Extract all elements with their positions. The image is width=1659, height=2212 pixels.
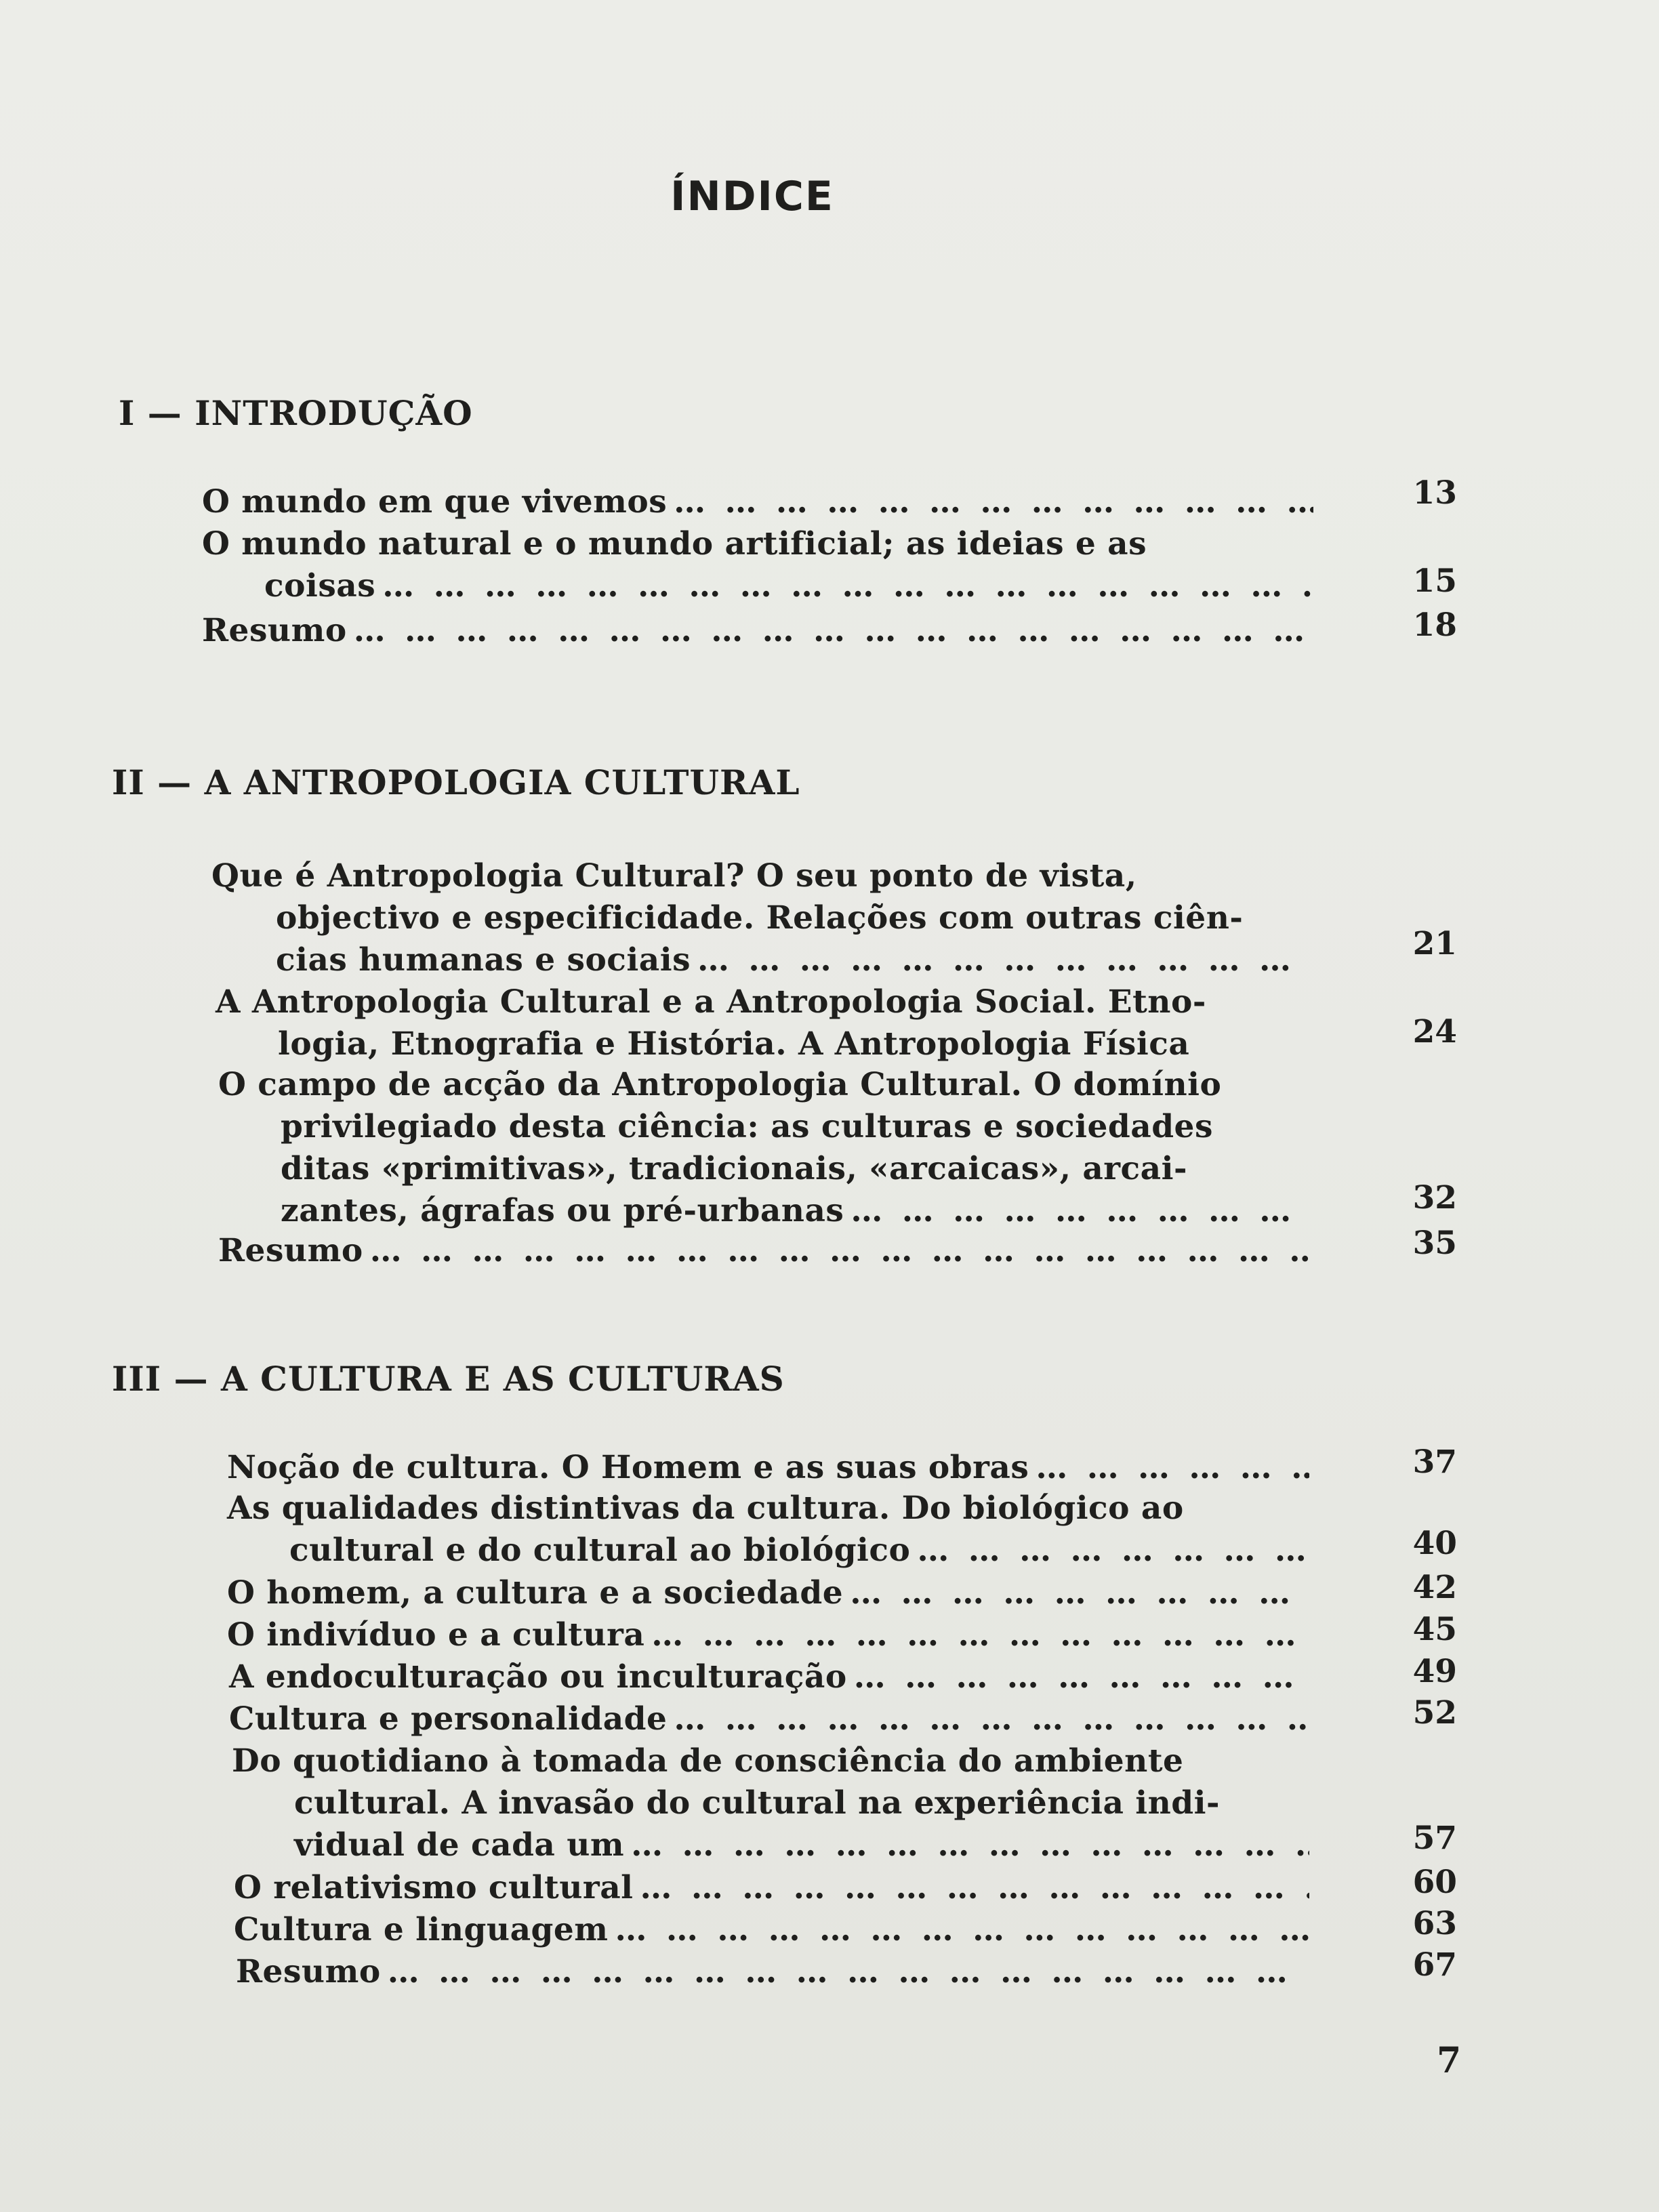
toc-entry-text: Resumo bbox=[202, 612, 347, 649]
toc-entry bbox=[216, 981, 1309, 1065]
toc-entry-text: cultural. A invasão do cultural na experiência indi- bbox=[294, 1784, 1221, 1822]
toc-entry bbox=[227, 1447, 1309, 1489]
toc-entry-text: O mundo natural e o mundo artificial; as ideias e as bbox=[202, 525, 1147, 562]
leader-dots bbox=[697, 939, 1309, 981]
toc-entry-text: O homem, a cultura e a sociedade bbox=[227, 1574, 844, 1612]
toc-page-number: 35 bbox=[1412, 1225, 1457, 1262]
toc-page-number: 45 bbox=[1412, 1611, 1457, 1648]
toc-entry-text: O mundo em que vivemos bbox=[202, 483, 668, 520]
toc-entry bbox=[229, 1656, 1309, 1698]
toc-entry-text: privilegiado desta ciência: as culturas e sociedades bbox=[281, 1108, 1213, 1145]
toc-page-number: 67 bbox=[1412, 1946, 1457, 1984]
leader-dots bbox=[631, 1824, 1309, 1866]
toc-page-number: 40 bbox=[1412, 1525, 1457, 1562]
toc-entry bbox=[229, 1698, 1309, 1740]
toc-entry-text: ditas «primitivas», tradicionais, «arcaicas», arcai- bbox=[281, 1150, 1187, 1187]
section-heading-cultura: III — A CULTURA E AS CULTURAS bbox=[112, 1359, 785, 1399]
toc-entry bbox=[202, 481, 1313, 523]
toc-entry-text: Noção de cultura. O Homem e as suas obras bbox=[227, 1449, 1029, 1486]
toc-entry-text: O relativismo cultural bbox=[234, 1869, 634, 1906]
toc-entry-text: O campo de acção da Antropologia Cultural. O domínio bbox=[218, 1066, 1222, 1103]
leader-dots bbox=[674, 1698, 1309, 1740]
section-heading-antropologia: II — A ANTROPOLOGIA CULTURAL bbox=[112, 762, 800, 802]
toc-page-number: 49 bbox=[1412, 1653, 1457, 1690]
toc-entry-text: A endoculturação ou inculturação bbox=[229, 1658, 847, 1696]
toc-page-number: 32 bbox=[1412, 1179, 1457, 1216]
toc-page-number: 52 bbox=[1412, 1694, 1457, 1732]
leader-dots bbox=[1036, 1447, 1309, 1489]
toc-entry bbox=[202, 610, 1313, 652]
toc-entry-text: zantes, ágrafas ou pré-urbanas bbox=[281, 1192, 844, 1229]
toc-page-number: 15 bbox=[1412, 562, 1457, 600]
toc-entry bbox=[232, 1740, 1309, 1866]
toc-entry-text: Cultura e personalidade bbox=[229, 1700, 668, 1738]
toc-entry bbox=[227, 1572, 1309, 1614]
toc-entry-text: Cultura e linguagem bbox=[234, 1911, 609, 1948]
toc-page-number: 13 bbox=[1412, 474, 1457, 512]
leader-dots bbox=[674, 481, 1313, 523]
toc-entry bbox=[227, 1614, 1309, 1656]
toc-entry bbox=[218, 1064, 1309, 1232]
toc-page-number: 18 bbox=[1412, 607, 1457, 644]
toc-entry-text: coisas bbox=[264, 567, 376, 605]
leader-dots bbox=[850, 1572, 1309, 1614]
toc-entry-text: Do quotidiano à tomada de consciência do ambiente bbox=[232, 1742, 1184, 1780]
toc-page-number: 63 bbox=[1412, 1905, 1457, 1942]
toc-entry bbox=[236, 1951, 1309, 1993]
toc-entry-text: logia, Etnografia e História. A Antropologia Física bbox=[278, 1025, 1190, 1063]
leader-dots bbox=[370, 1230, 1309, 1272]
toc-entry bbox=[227, 1488, 1309, 1572]
toc-entry bbox=[202, 523, 1313, 607]
leader-dots bbox=[851, 1190, 1309, 1232]
toc-entry-text: A Antropologia Cultural e a Antropologia Social. Etno- bbox=[216, 983, 1206, 1021]
toc-page-number: 42 bbox=[1412, 1569, 1457, 1606]
toc-entry bbox=[211, 855, 1309, 981]
toc-entry-text: vidual de cada um bbox=[294, 1826, 625, 1864]
toc-page-number: 37 bbox=[1412, 1443, 1457, 1481]
toc-entry bbox=[234, 1867, 1309, 1909]
toc-entry bbox=[234, 1909, 1309, 1951]
leader-dots bbox=[354, 610, 1313, 652]
toc-page-number: 57 bbox=[1412, 1820, 1457, 1857]
toc-entry-text: Resumo bbox=[218, 1232, 363, 1269]
toc-page-number: 60 bbox=[1412, 1864, 1457, 1901]
toc-entry-text: Resumo bbox=[236, 1953, 381, 1990]
leader-dots bbox=[917, 1530, 1309, 1572]
leader-dots bbox=[382, 565, 1313, 607]
toc-entry-text: cultural e do cultural ao biológico bbox=[289, 1532, 911, 1569]
leader-dots bbox=[640, 1867, 1309, 1909]
toc-entry-text: Que é Antropologia Cultural? O seu ponto de vista, bbox=[211, 857, 1137, 895]
toc-entry bbox=[218, 1230, 1309, 1272]
page-title: ÍNDICE bbox=[670, 173, 834, 220]
leader-dots bbox=[388, 1951, 1309, 1993]
toc-entry-text: cias humanas e sociais bbox=[276, 941, 691, 979]
toc-entry-text: objectivo e especificidade. Relações com outras ciên- bbox=[276, 899, 1244, 937]
leader-dots bbox=[615, 1909, 1309, 1951]
toc-page-number: 21 bbox=[1412, 925, 1457, 962]
toc-entry-text: O indivíduo e a cultura bbox=[227, 1616, 645, 1654]
leader-dots bbox=[854, 1656, 1309, 1698]
toc-entry-text: As qualidades distintivas da cultura. Do biológico ao bbox=[227, 1490, 1184, 1527]
toc-page-number: 24 bbox=[1412, 1013, 1457, 1050]
page-folio-number: 7 bbox=[1437, 2040, 1462, 2081]
section-heading-introducao: I — INTRODUÇÃO bbox=[119, 393, 473, 433]
leader-dots bbox=[651, 1614, 1309, 1656]
